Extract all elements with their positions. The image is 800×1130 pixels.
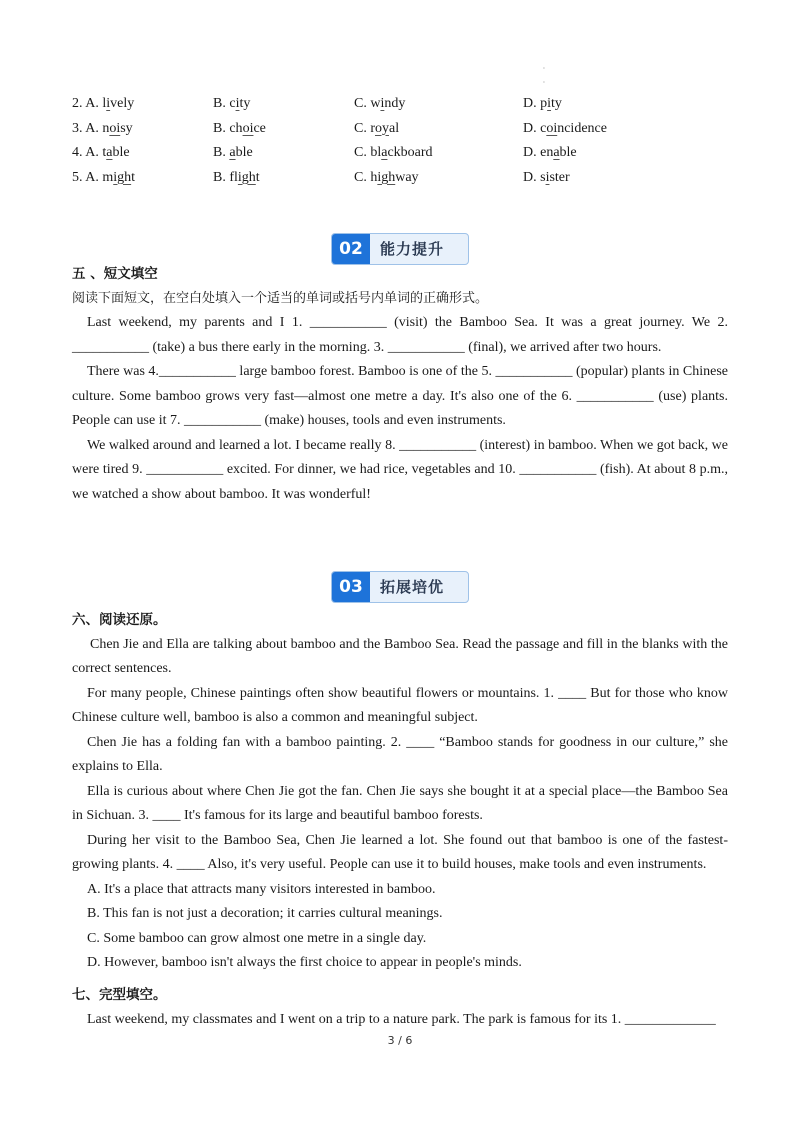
section-reading-restore — [72, 608, 728, 976]
answer-option: C. Some bamboo can grow almost one metre in a single day. — [87, 930, 427, 946]
option-b: B. able — [213, 145, 253, 160]
badge-number: 02 — [332, 234, 370, 264]
badge-title: 拓展培优 — [380, 578, 445, 596]
section-heading: 七、完型填空。 — [72, 987, 167, 1003]
option-d: D. pity — [523, 96, 562, 111]
section-heading: 五 、短文填空 — [72, 266, 158, 282]
passage-paragraph: Last weekend, my classmates and I went on a trip to a nature park. The park is famous for its 1. _____________ — [87, 1011, 716, 1027]
section-instruction: 阅读下面短文，在空白处填入一个适当的单词或括号内单词的正确形式。 — [72, 290, 489, 306]
option-a: 3. A. noisy — [72, 120, 133, 136]
answer-option: D. However, bamboo isn't always the first choice to appear in people's minds. — [87, 955, 522, 970]
option-a: 4. A. table — [72, 145, 130, 160]
badge-title: 能力提升 — [380, 240, 445, 258]
passage-paragraph: There was 4.___________ large bamboo forest. Bamboo is one of the 5. ___________ (popular) plants in Chinese culture. Some bamboo grows very fast—almost one metre a day. It's also one of the 6. ___________ (use) plants. People can use it 7. ___________ (make) houses, tools and even instruments. — [72, 364, 728, 428]
passage-paragraph: We walked around and learned a lot. I became really 8. ___________ (interest) in bamboo. When we got back, we were tired 9. ___________ excited. For dinner, we had rice, vegetables and 10. ___________ (fish). At about 8 p.m., we watched a show about bamboo. It was wonderful! — [72, 437, 728, 502]
passage-paragraph: Chen Jie has a folding fan with a bamboo painting. 2. ____ “Bamboo stands for goodness in our culture,” she explains to Ella. — [72, 734, 728, 774]
option-d: D. sister — [523, 169, 570, 185]
passage-paragraph: During her visit to the Bamboo Sea, Chen Jie learned a lot. She found out that bamboo is one of the fastest-growing plants. 4. ____ Also, it's very useful. People can use it to build houses, make tools and even instruments. — [72, 832, 728, 872]
option-a: 2. A. lively — [72, 96, 135, 111]
passage-paragraph: For many people, Chinese paintings often show beautiful flowers or mountains. 1. ____ But for those who know Chinese culture well, bamboo is also a common and meaningful subject. — [72, 685, 728, 725]
option-d: D. coincidence — [523, 120, 607, 136]
badge-number: 03 — [332, 572, 370, 602]
passage-paragraph: Last weekend, my parents and I 1. ___________ (visit) the Bamboo Sea. It was a great journey. We 2. ___________ (take) a bus there early in the morning. 3. ___________ (final), we arrived after two hours. — [72, 315, 728, 355]
option-d: D. enable — [523, 145, 577, 160]
answer-option: A. It's a place that attracts many visitors interested in bamboo. — [87, 881, 436, 897]
section-badge-ability — [331, 233, 469, 265]
option-b: B. choice — [213, 120, 266, 136]
option-a: 5. A. might — [72, 169, 136, 185]
section-badge-extension — [331, 571, 469, 603]
option-c: C. windy — [354, 96, 406, 111]
option-b: B. flight — [213, 169, 260, 185]
section-cloze — [72, 983, 728, 1032]
page-number: 3 / 6 — [387, 1034, 413, 1047]
option-b: B. city — [213, 96, 251, 111]
scan-marks: · · — [542, 64, 546, 87]
passage-paragraph: Chen Jie and Ella are talking about bamboo and the Bamboo Sea. Read the passage and fill in the blanks with the correct sentences. — [72, 636, 728, 676]
option-c: C. highway — [354, 169, 419, 185]
section-heading: 六、阅读还原。 — [72, 612, 167, 628]
answer-option: B. This fan is not just a decoration; it carries cultural meanings. — [87, 906, 443, 921]
section-passage-fill — [72, 262, 728, 507]
option-c: C. blackboard — [354, 145, 433, 160]
option-c: C. royal — [354, 120, 400, 136]
passage-paragraph: Ella is curious about where Chen Jie got the fan. Chen Jie says she bought it at a special place—the Bamboo Sea in Sichuan. 3. ____ It's famous for its large and beautiful bamboo forests. — [72, 783, 728, 823]
